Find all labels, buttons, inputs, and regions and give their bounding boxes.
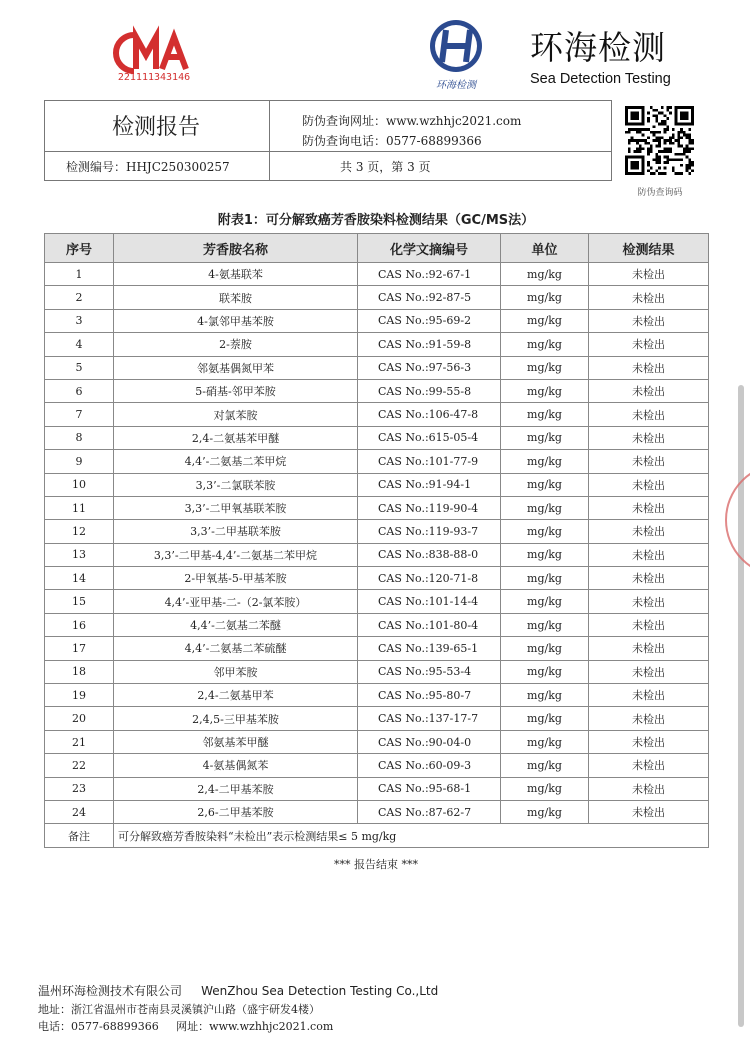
- result: 未检出: [589, 707, 709, 730]
- table-header-row: [45, 234, 709, 263]
- table-row: [45, 403, 709, 426]
- header-cas-number: 化学文摘编号: [358, 234, 501, 263]
- unit: mg/kg: [501, 754, 589, 777]
- unit: mg/kg: [501, 590, 589, 613]
- cas-number: CAS No.:95-53-4: [358, 660, 501, 683]
- unit: mg/kg: [501, 309, 589, 332]
- cma-number: 221111343146: [117, 72, 191, 83]
- footer-contact: 电话：0577-68899366 网址：www.wzhhjc2021.com: [38, 1020, 334, 1033]
- unit: mg/kg: [501, 403, 589, 426]
- table-row: [45, 286, 709, 309]
- result: 未检出: [589, 379, 709, 402]
- header-result: 检测结果: [589, 234, 709, 263]
- row-index: 18: [45, 660, 114, 683]
- unit: mg/kg: [501, 684, 589, 707]
- result: 未检出: [589, 800, 709, 823]
- table-row: [45, 356, 709, 379]
- amine-name: 邻氨基偶氮甲苯: [114, 356, 358, 379]
- row-index: 9: [45, 450, 114, 473]
- page-info: 共 3 页，第 3 页: [340, 160, 431, 174]
- table-row: [45, 800, 709, 823]
- cas-number: CAS No.:91-59-8: [358, 333, 501, 356]
- table-title: 附表1：可分解致癌芳香胺染料检测结果（GC/MS法）: [217, 213, 535, 228]
- amine-name: 2,4-二甲基苯胺: [114, 777, 358, 800]
- row-index: 6: [45, 379, 114, 402]
- cas-number: CAS No.:90-04-0: [358, 730, 501, 753]
- table-row: [45, 567, 709, 590]
- cas-number: CAS No.:139-65-1: [358, 637, 501, 660]
- row-index: 23: [45, 777, 114, 800]
- unit: mg/kg: [501, 543, 589, 566]
- unit: mg/kg: [501, 730, 589, 753]
- result: 未检出: [589, 263, 709, 286]
- row-index: 5: [45, 356, 114, 379]
- amine-name: 联苯胺: [114, 286, 358, 309]
- qr-code-icon: [625, 106, 694, 175]
- unit: mg/kg: [501, 333, 589, 356]
- unit: mg/kg: [501, 356, 589, 379]
- cas-number: CAS No.:91-94-1: [358, 473, 501, 496]
- row-index: 8: [45, 426, 114, 449]
- row-index: 17: [45, 637, 114, 660]
- amine-name: 5-硝基-邻甲苯胺: [114, 379, 358, 402]
- amine-name: 4-氯邻甲基苯胺: [114, 309, 358, 332]
- table-row: [45, 754, 709, 777]
- row-index: 13: [45, 543, 114, 566]
- note-row: [45, 824, 709, 847]
- cas-number: CAS No.:97-56-3: [358, 356, 501, 379]
- table-row: [45, 543, 709, 566]
- footer-company: 温州环海检测技术有限公司 WenZhou Sea Detection Testing Co.,Ltd: [38, 984, 439, 998]
- row-index: 20: [45, 707, 114, 730]
- company-name-cn: 环海检测: [530, 28, 666, 67]
- result: 未检出: [589, 450, 709, 473]
- amine-name: 4,4’-亚甲基-二-（2-氯苯胺）: [114, 590, 358, 613]
- report-title: 检测报告: [111, 115, 200, 140]
- unit: mg/kg: [501, 800, 589, 823]
- result: 未检出: [589, 356, 709, 379]
- amine-name: 2-甲氧基-5-甲基苯胺: [114, 567, 358, 590]
- cas-number: CAS No.:137-17-7: [358, 707, 501, 730]
- row-index: 19: [45, 684, 114, 707]
- cas-number: CAS No.:87-62-7: [358, 800, 501, 823]
- company-name-en: Sea Detection Testing: [530, 71, 671, 87]
- amine-name: 4-氨基偶氮苯: [114, 754, 358, 777]
- header-index: 序号: [45, 234, 114, 263]
- brand-logo-icon: [428, 18, 484, 74]
- amine-name: 3,3’-二甲氧基联苯胺: [114, 496, 358, 519]
- result: 未检出: [589, 684, 709, 707]
- row-index: 15: [45, 590, 114, 613]
- cas-number: CAS No.:95-69-2: [358, 309, 501, 332]
- row-index: 3: [45, 309, 114, 332]
- amine-name: 邻甲苯胺: [114, 660, 358, 683]
- amine-name: 2-萘胺: [114, 333, 358, 356]
- result: 未检出: [589, 777, 709, 800]
- cas-number: CAS No.:119-90-4: [358, 496, 501, 519]
- result: 未检出: [589, 567, 709, 590]
- unit: mg/kg: [501, 613, 589, 636]
- row-index: 4: [45, 333, 114, 356]
- note-label: 备注: [45, 824, 114, 847]
- table-row: [45, 590, 709, 613]
- result: 未检出: [589, 333, 709, 356]
- amine-name: 4,4’-二氨基二苯甲烷: [114, 450, 358, 473]
- unit: mg/kg: [501, 496, 589, 519]
- amine-name: 3,3’-二甲基联苯胺: [114, 520, 358, 543]
- table-row: [45, 473, 709, 496]
- amine-name: 对氯苯胺: [114, 403, 358, 426]
- cas-number: CAS No.:119-93-7: [358, 520, 501, 543]
- cas-number: CAS No.:101-14-4: [358, 590, 501, 613]
- table-row: [45, 637, 709, 660]
- brand-logo-caption: 环海检测: [436, 80, 476, 91]
- row-index: 11: [45, 496, 114, 519]
- row-index: 12: [45, 520, 114, 543]
- unit: mg/kg: [501, 473, 589, 496]
- seal-stamp-icon: [722, 460, 750, 580]
- result: 未检出: [589, 637, 709, 660]
- amine-name: 4,4’-二氨基二苯醚: [114, 613, 358, 636]
- amine-name: 2,4-二氨基苯甲醚: [114, 426, 358, 449]
- cas-number: CAS No.:95-80-7: [358, 684, 501, 707]
- cas-number: CAS No.:101-77-9: [358, 450, 501, 473]
- note-text: 可分解致癌芳香胺染料“未检出”表示检测结果≤ 5 mg/kg: [114, 824, 709, 847]
- table-row: [45, 496, 709, 519]
- header-amine-name: 芳香胺名称: [114, 234, 358, 263]
- qr-caption: 防伪查询码: [637, 188, 683, 198]
- cas-number: CAS No.:106-47-8: [358, 403, 501, 426]
- table-body: [45, 263, 709, 824]
- result: 未检出: [589, 613, 709, 636]
- row-index: 22: [45, 754, 114, 777]
- unit: mg/kg: [501, 777, 589, 800]
- table-row: [45, 309, 709, 332]
- footer-address: 地址：浙江省温州市苍南县灵溪镇沪山路（盛宇研发4楼）: [38, 1003, 320, 1016]
- cas-number: CAS No.:615-05-4: [358, 426, 501, 449]
- table-row: [45, 684, 709, 707]
- result: 未检出: [589, 590, 709, 613]
- amine-name: 2,4,5-三甲基苯胺: [114, 707, 358, 730]
- cas-number: CAS No.:120-71-8: [358, 567, 501, 590]
- result: 未检出: [589, 286, 709, 309]
- cas-number: CAS No.:92-67-1: [358, 263, 501, 286]
- row-index: 24: [45, 800, 114, 823]
- unit: mg/kg: [501, 520, 589, 543]
- table-row: [45, 730, 709, 753]
- unit: mg/kg: [501, 660, 589, 683]
- report-end-marker: *** 报告结束 ***: [334, 858, 418, 871]
- unit: mg/kg: [501, 263, 589, 286]
- header-unit: 单位: [501, 234, 589, 263]
- unit: mg/kg: [501, 707, 589, 730]
- result: 未检出: [589, 660, 709, 683]
- amine-name: 2,6-二甲基苯胺: [114, 800, 358, 823]
- row-index: 16: [45, 613, 114, 636]
- cas-number: CAS No.:92-87-5: [358, 286, 501, 309]
- verify-url[interactable]: 防伪查询网址：www.wzhhjc2021.com: [302, 114, 522, 128]
- result: 未检出: [589, 543, 709, 566]
- cas-number: CAS No.:60-09-3: [358, 754, 501, 777]
- table-row: [45, 263, 709, 286]
- unit: mg/kg: [501, 637, 589, 660]
- amine-name: 4-氨基联苯: [114, 263, 358, 286]
- row-index: 10: [45, 473, 114, 496]
- amine-name: 3,3’-二氯联苯胺: [114, 473, 358, 496]
- table-row: [45, 426, 709, 449]
- table-row: [45, 613, 709, 636]
- row-index: 14: [45, 567, 114, 590]
- table-row: [45, 520, 709, 543]
- row-index: 21: [45, 730, 114, 753]
- result: 未检出: [589, 520, 709, 543]
- result: 未检出: [589, 426, 709, 449]
- row-index: 1: [45, 263, 114, 286]
- unit: mg/kg: [501, 286, 589, 309]
- amine-name: 4,4’-二氨基二苯硫醚: [114, 637, 358, 660]
- cas-number: CAS No.:838-88-0: [358, 543, 501, 566]
- results-table: [44, 233, 709, 848]
- cas-number: CAS No.:95-68-1: [358, 777, 501, 800]
- result: 未检出: [589, 309, 709, 332]
- result: 未检出: [589, 403, 709, 426]
- cas-number: CAS No.:99-55-8: [358, 379, 501, 402]
- row-index: 7: [45, 403, 114, 426]
- unit: mg/kg: [501, 567, 589, 590]
- amine-name: 2,4-二氨基甲苯: [114, 684, 358, 707]
- cas-number: CAS No.:101-80-4: [358, 613, 501, 636]
- unit: mg/kg: [501, 379, 589, 402]
- result: 未检出: [589, 754, 709, 777]
- table-row: [45, 660, 709, 683]
- amine-name: 邻氨基苯甲醚: [114, 730, 358, 753]
- table-row: [45, 707, 709, 730]
- result: 未检出: [589, 730, 709, 753]
- table-row: [45, 379, 709, 402]
- result: 未检出: [589, 496, 709, 519]
- verify-phone: 防伪查询电话：0577-68899366: [302, 134, 482, 148]
- table-row: [45, 450, 709, 473]
- row-index: 2: [45, 286, 114, 309]
- unit: mg/kg: [501, 450, 589, 473]
- table-row: [45, 333, 709, 356]
- unit: mg/kg: [501, 426, 589, 449]
- amine-name: 3,3’-二甲基-4,4’-二氨基二苯甲烷: [114, 543, 358, 566]
- report-number: 检测编号：HHJC250300257: [66, 160, 230, 174]
- table-row: [45, 777, 709, 800]
- result: 未检出: [589, 473, 709, 496]
